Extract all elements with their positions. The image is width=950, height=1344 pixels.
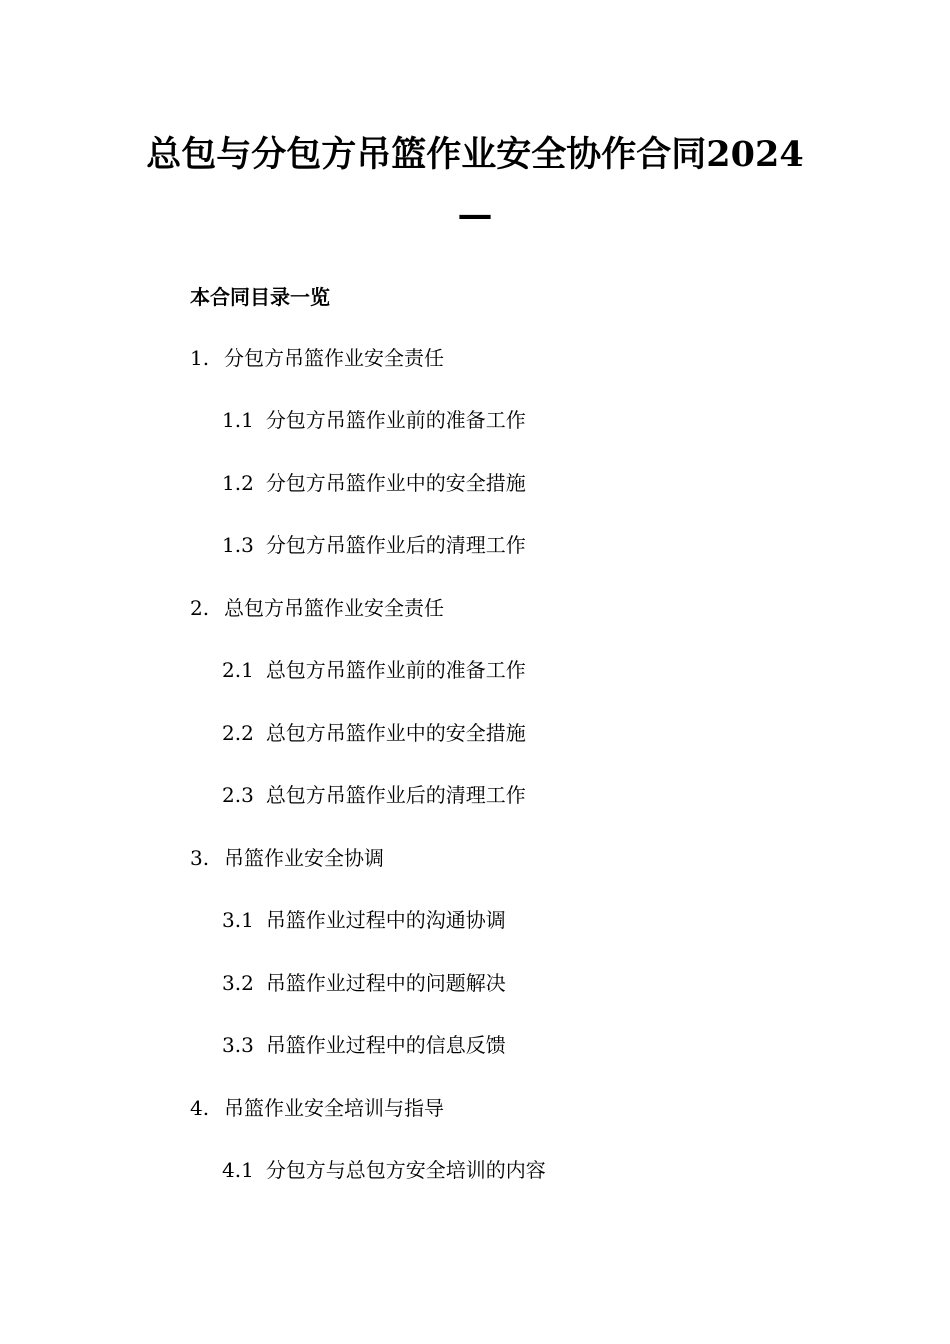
toc-entry-number: 4.1 [222,1158,254,1182]
toc-entry-1-2[interactable] [222,470,526,496]
toc-entry-label: 总包方吊篮作业中的安全措施 [265,721,526,745]
toc-entry-number: 4. [190,1096,210,1120]
toc-entry-label: 吊篮作业安全协调 [224,846,384,870]
toc-entry-3-1[interactable] [222,907,506,933]
toc-entry-label: 吊篮作业过程中的信息反馈 [265,1033,506,1057]
toc-entry-2[interactable] [190,595,444,621]
toc-entry-label: 分包方吊篮作业中的安全措施 [265,471,526,495]
toc-entry-number: 2. [190,596,210,620]
toc-entry-number: 1.2 [222,471,254,495]
toc-entry-label: 吊篮作业过程中的沟通协调 [265,908,506,932]
toc-entry-1[interactable] [190,345,444,371]
toc-entry-3[interactable] [190,845,384,871]
toc-entry-3-3[interactable] [222,1032,506,1058]
toc-entry-number: 2.3 [222,783,254,807]
toc-entry-3-2[interactable] [222,970,506,996]
toc-entry-label: 总包方吊篮作业后的清理工作 [265,783,526,807]
toc-entry-label: 分包方吊篮作业后的清理工作 [265,533,526,557]
toc-entry-number: 2.1 [222,658,254,682]
toc-entry-number: 1. [190,346,210,370]
toc-entry-label: 分包方吊篮作业前的准备工作 [265,408,526,432]
toc-entry-2-1[interactable] [222,657,526,683]
toc-entry-number: 1.3 [222,533,254,557]
toc-entry-4[interactable] [190,1095,444,1121]
toc-entry-number: 2.2 [222,721,254,745]
toc-entry-number: 3. [190,846,210,870]
toc-entry-label: 分包方吊篮作业安全责任 [224,346,444,370]
toc-entry-label: 总包方吊篮作业前的准备工作 [265,658,526,682]
toc-entry-4-1[interactable] [222,1157,546,1183]
toc-entry-2-2[interactable] [222,720,526,746]
toc-entry-number: 3.3 [222,1033,254,1057]
toc-entry-label: 分包方与总包方安全培训的内容 [265,1158,546,1182]
document-title-dash: — [457,194,493,235]
toc-entry-number: 3.1 [222,908,254,932]
toc-entry-label: 总包方吊篮作业安全责任 [224,596,444,620]
toc-entry-number: 3.2 [222,971,254,995]
document-title: 总包与分包方吊篮作业安全协作合同2024 [146,134,804,175]
toc-entry-1-1[interactable] [222,407,526,433]
toc-entry-number: 1.1 [222,408,254,432]
toc-entry-label: 吊篮作业安全培训与指导 [224,1096,444,1120]
toc-entry-1-3[interactable] [222,532,526,558]
toc-heading: 本合同目录一览 [190,285,330,309]
toc-entry-2-3[interactable] [222,782,526,808]
toc-entry-label: 吊篮作业过程中的问题解决 [265,971,506,995]
